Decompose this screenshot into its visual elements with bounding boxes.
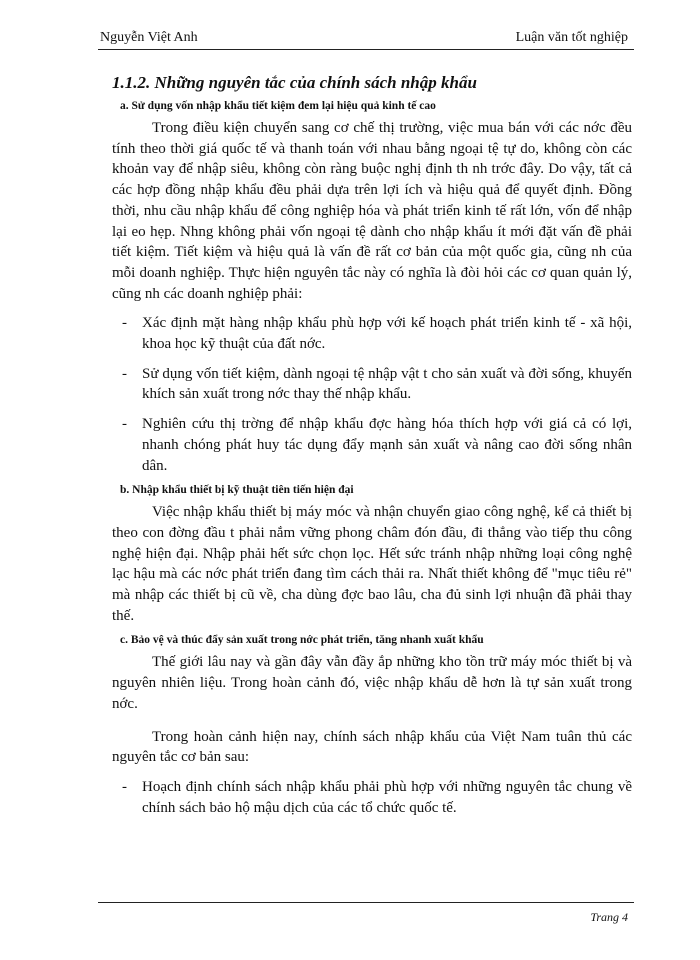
footer-rule xyxy=(98,902,634,903)
page-number: Trang 4 xyxy=(590,910,628,924)
subsection-b-heading: b. Nhập khẩu thiết bị kỹ thuật tiên tiến hiện đại xyxy=(120,484,354,497)
list-item: - Sử dụng vốn tiết kiệm, dành ngoại tệ nhập vật t cho sản xuất và đời sống, khuyến khích sản xuất trong nớc thay thế nhập khẩu. xyxy=(122,365,632,403)
page-body xyxy=(112,72,632,818)
subsection-c-paragraph-2: Trong hoàn cảnh hiện nay, chính sách nhập khẩu của Việt Nam tuân thủ các nguyên tắc cơ bản sau: xyxy=(112,728,632,766)
list-item: - Hoạch định chính sách nhập khẩu phải phù hợp với những nguyên tắc chung về chính sách bảo hộ mậu dịch của các tổ chức quốc tế. xyxy=(122,778,632,816)
subsection-a-paragraph: Trong điều kiện chuyển sang cơ chế thị trường, việc mua bán với các nớc đều tính theo thời giá quốc tế và thanh toán với nhau bằng ngoại tệ tự do, không còn các khoản vay để nhập siêu, không còn ràng buộc nghị định th nh trớc đây. Do vậy, tất cả các hợp đồng nhập khẩu đều phải dựa trên lợi ích và hiệu quả để quyết định. Đồng thời, nhu cầu nhập khẩu để công nghiệp hóa và phát triển kinh tế rất lớn, vốn để nhập lại eo hẹp. Nhng không phải vốn ngoại tệ dành cho nhập khẩu ít mới đặt vấn đề phải tiết kiệm. Tiết kiệm và hiệu quả là vấn đề rất cơ bản của một quốc gia, cũng nh của mỗi doanh nghiệp. Thực hiện nguyên tắc này có nghĩa là đòi hỏi các cơ quan quản lý, cũng nh các doanh nghiệp phải: xyxy=(112,120,632,302)
subsection-b-paragraph: Việc nhập khẩu thiết bị máy móc và nhận chuyển giao công nghệ, kể cả thiết bị theo con đờng đầu t phải nắm vững phong châm đón đầu, đi thẳng vào tiếp thu công nghệ hiện đại. Nhập phải hết sức chọn lọc. Hết sức tránh nhập những loại công nghệ lạc hậu mà các nớc phát triển đang tìm cách thải ra. Nhất thiết không để "mục tiêu rẻ" mà nhập các thiết bị cũ về, cha dùng đợc bao lâu, cha đủ sinh lợi nhuận đã phải thay thế. xyxy=(112,504,632,624)
header-rule xyxy=(98,49,634,50)
subsection-a-list xyxy=(112,313,632,476)
header-doc-type: Luận văn tốt nghiệp xyxy=(515,30,628,45)
subsection-c-list xyxy=(112,777,632,818)
section-title: 1.1.2. Những nguyên tắc của chính sách nhập khẩu xyxy=(112,73,477,92)
subsection-c-heading: c. Bảo vệ và thúc đẩy sản xuất trong nớc phát triển, tăng nhanh xuất khẩu xyxy=(120,634,484,647)
header-author: Nguyễn Việt Anh xyxy=(100,30,198,45)
list-item: - Nghiên cứu thị trờng để nhập khẩu đợc hàng hóa thích hợp với giá cả có lợi, nhanh chóng phát huy tác dụng đẩy mạnh sản xuất và nâng cao đời sống nhân dân. xyxy=(122,416,632,474)
list-item: - Xác định mặt hàng nhập khẩu phù hợp với kế hoạch phát triển kinh tế - xã hội, khoa học kỹ thuật của đất nớc. xyxy=(122,315,632,353)
subsection-c-paragraph-1: Thế giới lâu nay và gần đây vẫn đầy ắp những kho tồn trữ máy móc thiết bị và nguyên nhiên liệu. Trong hoàn cảnh đó, việc nhập khẩu dễ hơn là tự sản xuất trong nớc. xyxy=(112,654,632,712)
subsection-a-heading: a. Sử dụng vốn nhập khẩu tiết kiệm đem lại hiệu quả kinh tế cao xyxy=(120,100,436,112)
